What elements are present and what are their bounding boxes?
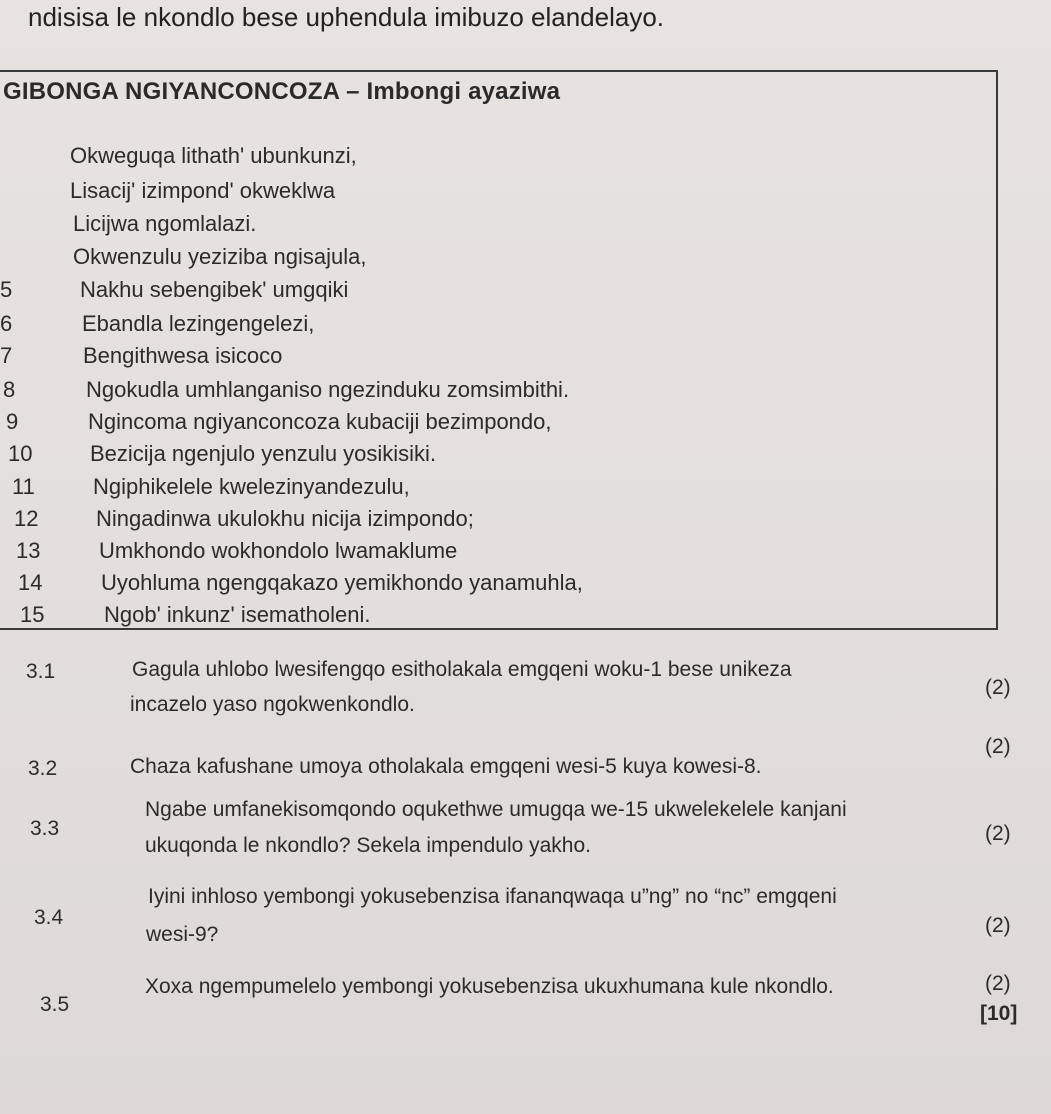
line-number-9: 9 [6, 409, 19, 434]
poem-line-9: Ngincoma ngiyanconcoza kubaciji bezimpondo, [88, 409, 552, 434]
question-marks-3-1: (2) [985, 676, 1011, 699]
poem-line-14: Uyohluma ngengqakazo yemikhondo yanamuhla, [101, 570, 583, 595]
total-marks: [10] [980, 1002, 1018, 1025]
line-number-8: 8 [3, 377, 16, 402]
question-marks-3-2: (2) [985, 735, 1011, 758]
question-marks-3-3: (2) [985, 822, 1011, 845]
question-number-3-3: 3.3 [30, 817, 60, 840]
question-text-3-3-line-1: Ngabe umfanekisomqondo oqukethwe umugqa we-15 ukwelekelele kanjani [145, 798, 847, 821]
line-number-14: 14 [18, 570, 43, 595]
question-text-3-4-line-1: Iyini inhloso yembongi yokusebenzisa ifananqwaqa u”ng” no “nc” emgqeni [148, 885, 837, 908]
line-number-15: 15 [20, 602, 45, 627]
line-number-12: 12 [14, 506, 39, 531]
poem-title: GIBONGA NGIYANCONCOZA – Imbongi ayaziwa [3, 78, 561, 105]
poem-line-6: Ebandla lezingengelezi, [82, 311, 315, 336]
line-number-6: 6 [0, 311, 13, 336]
question-marks-3-5: (2) [985, 972, 1011, 995]
question-marks-3-4: (2) [985, 914, 1011, 937]
line-number-10: 10 [8, 441, 33, 466]
poem-line-5: Nakhu sebengibek' umgqiki [80, 277, 349, 302]
question-text-3-3-line-2: ukuqonda le nkondlo? Sekela impendulo yakho. [145, 834, 591, 857]
poem-line-13: Umkhondo wokhondolo lwamaklume [99, 538, 458, 563]
poem-line-10: Bezicija ngenjulo yenzulu yosikisiki. [90, 441, 437, 466]
question-number-3-2: 3.2 [28, 757, 58, 780]
poem-line-2: Lisacij' izimpond' okweklwa [70, 178, 336, 203]
instruction-text: ndisisa le nkondlo bese uphendula imibuzo elandelayo. [28, 2, 665, 32]
question-text-3-5-line-1: Xoxa ngempumelelo yembongi yokusebenzisa ukuxhumana kule nkondlo. [145, 975, 834, 998]
line-number-5: 5 [0, 277, 13, 302]
question-text-3-1-line-1: Gagula uhlobo lwesifengqo esitholakala emgqeni woku-1 bese unikeza [132, 658, 792, 681]
question-text-3-4-line-2: wesi-9? [146, 923, 219, 946]
question-text-3-1-line-2: incazelo yaso ngokwenkondlo. [130, 693, 415, 716]
question-number-3-5: 3.5 [40, 993, 70, 1016]
poem-line-15: Ngob' inkunz' isematholeni. [104, 602, 371, 627]
poem-line-4: Okwenzulu yeziziba ngisajula, [73, 244, 367, 269]
poem-line-11: Ngiphikelele kwelezinyandezulu, [93, 474, 410, 499]
poem-line-7: Bengithwesa isicoco [83, 343, 283, 368]
question-number-3-1: 3.1 [26, 660, 56, 683]
question-number-3-4: 3.4 [34, 906, 64, 929]
poem-line-1: Okweguqa lithath' ubunkunzi, [70, 143, 357, 168]
poem-line-12: Ningadinwa ukulokhu nicija izimpondo; [96, 506, 474, 531]
poem-line-3: Licijwa ngomlalazi. [73, 211, 257, 236]
poem-line-8: Ngokudla umhlanganiso ngezinduku zomsimbithi. [86, 377, 570, 402]
line-number-11: 11 [12, 474, 35, 499]
line-number-7: 7 [0, 343, 13, 368]
line-number-13: 13 [16, 538, 41, 563]
question-text-3-2-line-1: Chaza kafushane umoya otholakala emgqeni wesi-5 kuya kowesi-8. [130, 755, 762, 778]
